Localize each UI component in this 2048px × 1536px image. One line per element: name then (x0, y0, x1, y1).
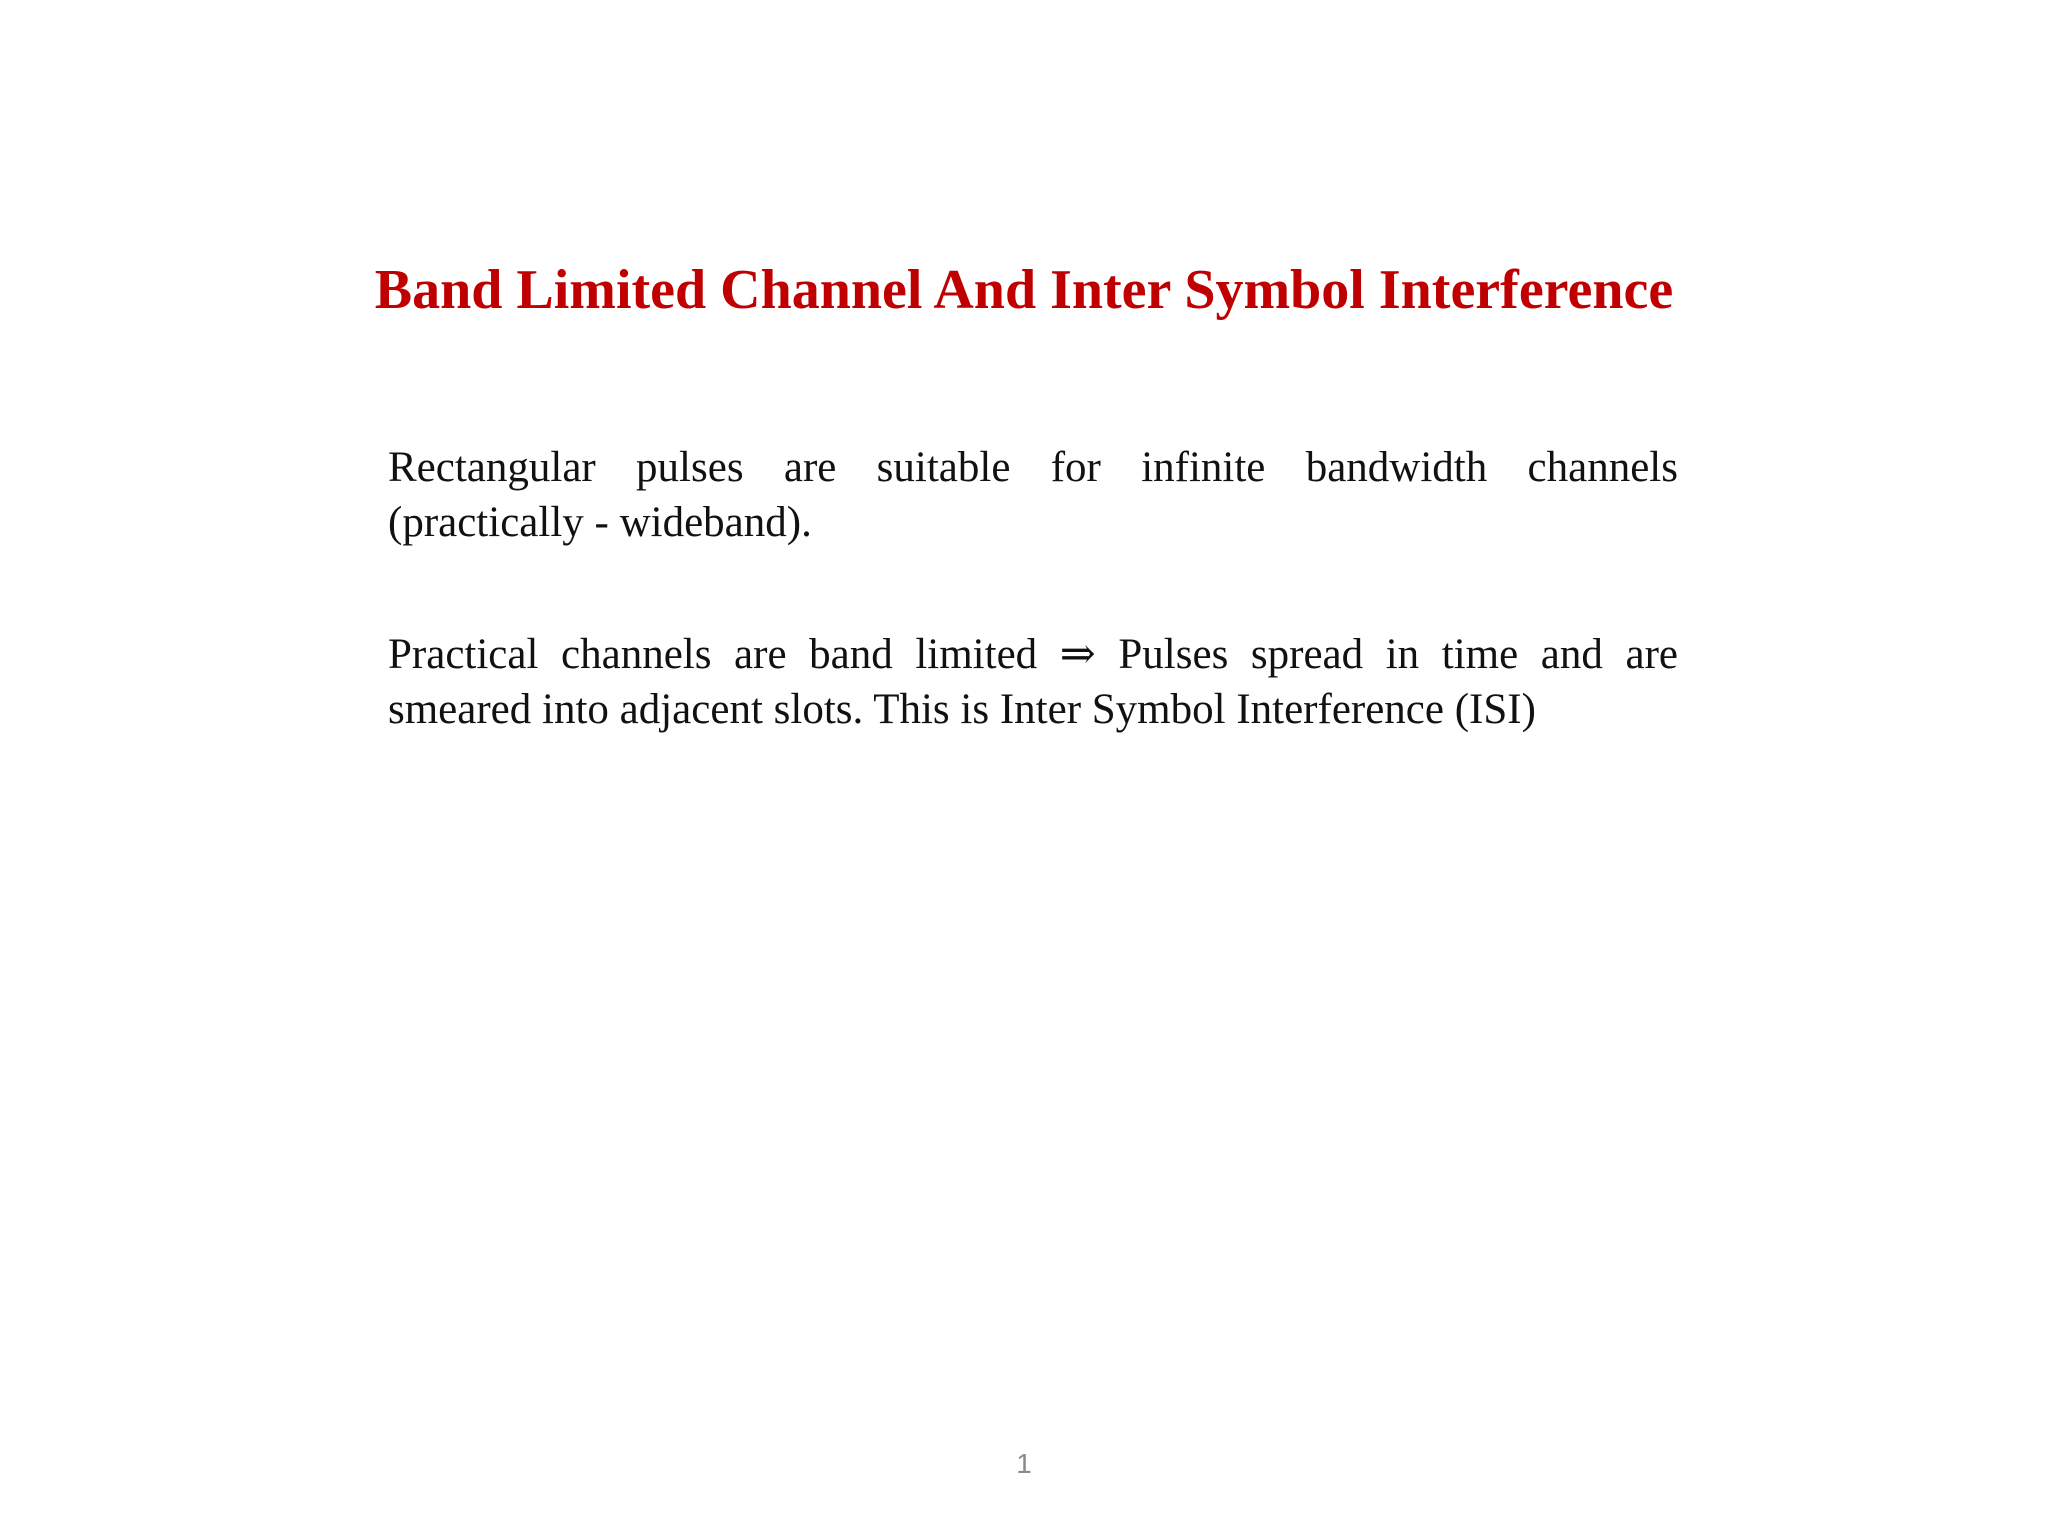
paragraph-line: Rectangular pulses are suitable for infinite bandwidth channels (388, 444, 1678, 491)
paragraph-rectangular-pulses (388, 440, 1678, 550)
paragraph-line: smeared into adjacent slots. This is Inter Symbol Interference (ISI) (388, 686, 1536, 733)
slide-number: 1 (1016, 1448, 1032, 1479)
paragraph-line: (practically - wideband). (388, 499, 812, 546)
paragraph-practical-channels (388, 627, 1678, 737)
paragraph-line: Practical channels are band limited ⇒ Pulses spread in time and are (388, 631, 1678, 678)
slide-title: Band Limited Channel And Inter Symbol Interference (374, 259, 1674, 321)
